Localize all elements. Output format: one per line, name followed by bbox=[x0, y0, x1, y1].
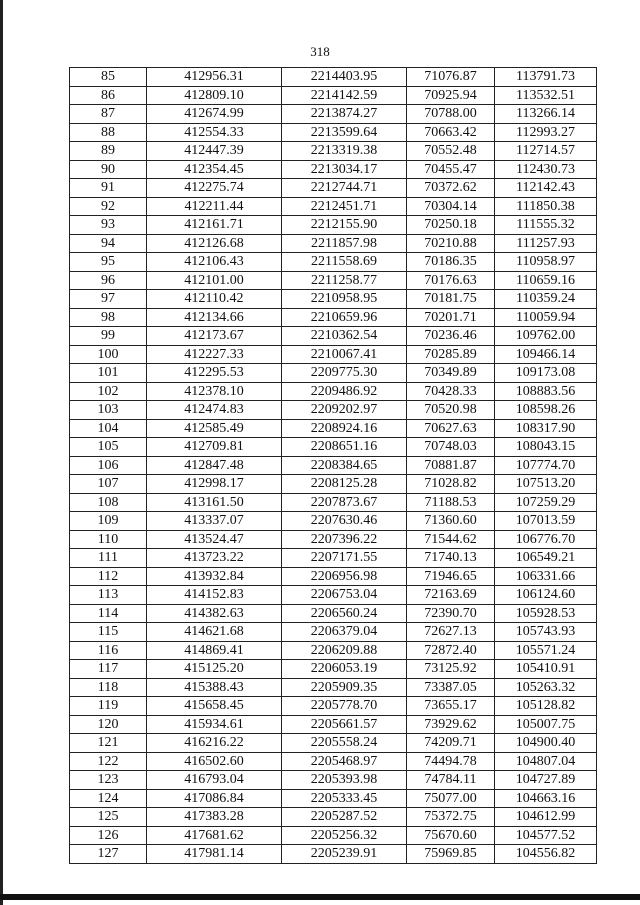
point-id-cell: 115 bbox=[70, 623, 147, 642]
value-c-cell: 73655.17 bbox=[407, 697, 495, 716]
value-d-cell: 106331.66 bbox=[495, 567, 597, 586]
table-row bbox=[70, 345, 597, 364]
value-a-cell: 413337.07 bbox=[147, 512, 282, 531]
value-c-cell: 70250.18 bbox=[407, 216, 495, 235]
value-d-cell: 108317.90 bbox=[495, 419, 597, 438]
value-d-cell: 106776.70 bbox=[495, 530, 597, 549]
table-row bbox=[70, 271, 597, 290]
value-c-cell: 71028.82 bbox=[407, 475, 495, 494]
value-c-cell: 73387.05 bbox=[407, 678, 495, 697]
point-id-cell: 124 bbox=[70, 789, 147, 808]
value-a-cell: 412295.53 bbox=[147, 364, 282, 383]
scan-edge bbox=[0, 0, 3, 905]
value-d-cell: 109173.08 bbox=[495, 364, 597, 383]
value-a-cell: 413524.47 bbox=[147, 530, 282, 549]
table-row bbox=[70, 604, 597, 623]
value-d-cell: 108598.26 bbox=[495, 401, 597, 420]
value-b-cell: 2205661.57 bbox=[282, 715, 407, 734]
value-a-cell: 412173.67 bbox=[147, 327, 282, 346]
value-c-cell: 75372.75 bbox=[407, 808, 495, 827]
table-row bbox=[70, 308, 597, 327]
table-row bbox=[70, 808, 597, 827]
point-id-cell: 105 bbox=[70, 438, 147, 457]
value-a-cell: 413932.84 bbox=[147, 567, 282, 586]
point-id-cell: 100 bbox=[70, 345, 147, 364]
value-b-cell: 2205239.91 bbox=[282, 845, 407, 864]
value-d-cell: 105571.24 bbox=[495, 641, 597, 660]
value-b-cell: 2205558.24 bbox=[282, 734, 407, 753]
value-a-cell: 416216.22 bbox=[147, 734, 282, 753]
value-d-cell: 108043.15 bbox=[495, 438, 597, 457]
point-id-cell: 125 bbox=[70, 808, 147, 827]
value-d-cell: 111850.38 bbox=[495, 197, 597, 216]
value-d-cell: 112430.73 bbox=[495, 160, 597, 179]
value-d-cell: 110659.16 bbox=[495, 271, 597, 290]
value-b-cell: 2206753.04 bbox=[282, 586, 407, 605]
table-row bbox=[70, 752, 597, 771]
value-c-cell: 74209.71 bbox=[407, 734, 495, 753]
value-b-cell: 2212451.71 bbox=[282, 197, 407, 216]
value-d-cell: 109762.00 bbox=[495, 327, 597, 346]
value-a-cell: 415934.61 bbox=[147, 715, 282, 734]
value-a-cell: 412211.44 bbox=[147, 197, 282, 216]
point-id-cell: 95 bbox=[70, 253, 147, 272]
table-row bbox=[70, 234, 597, 253]
table-row bbox=[70, 771, 597, 790]
table-row bbox=[70, 290, 597, 309]
value-d-cell: 109466.14 bbox=[495, 345, 597, 364]
value-c-cell: 70186.35 bbox=[407, 253, 495, 272]
table-row bbox=[70, 660, 597, 679]
value-b-cell: 2205909.35 bbox=[282, 678, 407, 697]
value-c-cell: 70788.00 bbox=[407, 105, 495, 124]
table-row bbox=[70, 734, 597, 753]
point-id-cell: 113 bbox=[70, 586, 147, 605]
table-row bbox=[70, 549, 597, 568]
point-id-cell: 91 bbox=[70, 179, 147, 198]
value-b-cell: 2212744.71 bbox=[282, 179, 407, 198]
value-b-cell: 2210067.41 bbox=[282, 345, 407, 364]
point-id-cell: 107 bbox=[70, 475, 147, 494]
point-id-cell: 106 bbox=[70, 456, 147, 475]
value-d-cell: 104900.40 bbox=[495, 734, 597, 753]
value-c-cell: 71740.13 bbox=[407, 549, 495, 568]
point-id-cell: 112 bbox=[70, 567, 147, 586]
value-d-cell: 104807.04 bbox=[495, 752, 597, 771]
point-id-cell: 99 bbox=[70, 327, 147, 346]
value-d-cell: 107259.29 bbox=[495, 493, 597, 512]
value-b-cell: 2213034.17 bbox=[282, 160, 407, 179]
value-c-cell: 70881.87 bbox=[407, 456, 495, 475]
value-c-cell: 70236.46 bbox=[407, 327, 495, 346]
value-d-cell: 105410.91 bbox=[495, 660, 597, 679]
value-d-cell: 104727.89 bbox=[495, 771, 597, 790]
value-b-cell: 2207630.46 bbox=[282, 512, 407, 531]
value-c-cell: 74494.78 bbox=[407, 752, 495, 771]
value-d-cell: 105007.75 bbox=[495, 715, 597, 734]
value-b-cell: 2206956.98 bbox=[282, 567, 407, 586]
value-b-cell: 2207873.67 bbox=[282, 493, 407, 512]
value-a-cell: 416502.60 bbox=[147, 752, 282, 771]
value-d-cell: 110359.24 bbox=[495, 290, 597, 309]
value-b-cell: 2206209.88 bbox=[282, 641, 407, 660]
value-b-cell: 2205393.98 bbox=[282, 771, 407, 790]
value-c-cell: 75969.85 bbox=[407, 845, 495, 864]
value-d-cell: 104577.52 bbox=[495, 826, 597, 845]
value-b-cell: 2208651.16 bbox=[282, 438, 407, 457]
point-id-cell: 126 bbox=[70, 826, 147, 845]
value-a-cell: 414621.68 bbox=[147, 623, 282, 642]
value-b-cell: 2210362.54 bbox=[282, 327, 407, 346]
value-b-cell: 2205256.32 bbox=[282, 826, 407, 845]
value-b-cell: 2206560.24 bbox=[282, 604, 407, 623]
value-c-cell: 70455.47 bbox=[407, 160, 495, 179]
table-row bbox=[70, 419, 597, 438]
point-id-cell: 97 bbox=[70, 290, 147, 309]
table-row bbox=[70, 697, 597, 716]
value-b-cell: 2205287.52 bbox=[282, 808, 407, 827]
table-row bbox=[70, 623, 597, 642]
value-c-cell: 71188.53 bbox=[407, 493, 495, 512]
value-d-cell: 105128.82 bbox=[495, 697, 597, 716]
value-a-cell: 417086.84 bbox=[147, 789, 282, 808]
value-b-cell: 2206053.19 bbox=[282, 660, 407, 679]
value-d-cell: 104663.16 bbox=[495, 789, 597, 808]
table-row bbox=[70, 123, 597, 142]
value-d-cell: 112993.27 bbox=[495, 123, 597, 142]
value-b-cell: 2207396.22 bbox=[282, 530, 407, 549]
point-id-cell: 96 bbox=[70, 271, 147, 290]
value-d-cell: 113791.73 bbox=[495, 68, 597, 87]
value-c-cell: 70552.48 bbox=[407, 142, 495, 161]
value-b-cell: 2214142.59 bbox=[282, 86, 407, 105]
value-c-cell: 73125.92 bbox=[407, 660, 495, 679]
value-c-cell: 70201.71 bbox=[407, 308, 495, 327]
value-b-cell: 2209486.92 bbox=[282, 382, 407, 401]
value-b-cell: 2213319.38 bbox=[282, 142, 407, 161]
point-id-cell: 108 bbox=[70, 493, 147, 512]
table-row bbox=[70, 512, 597, 531]
value-d-cell: 111555.32 bbox=[495, 216, 597, 235]
point-id-cell: 101 bbox=[70, 364, 147, 383]
value-b-cell: 2210659.96 bbox=[282, 308, 407, 327]
value-b-cell: 2206379.04 bbox=[282, 623, 407, 642]
value-c-cell: 70748.03 bbox=[407, 438, 495, 457]
table-row bbox=[70, 197, 597, 216]
point-id-cell: 127 bbox=[70, 845, 147, 864]
point-id-cell: 121 bbox=[70, 734, 147, 753]
value-b-cell: 2209202.97 bbox=[282, 401, 407, 420]
value-c-cell: 70627.63 bbox=[407, 419, 495, 438]
value-c-cell: 72872.40 bbox=[407, 641, 495, 660]
point-id-cell: 103 bbox=[70, 401, 147, 420]
table-row bbox=[70, 179, 597, 198]
value-b-cell: 2208384.65 bbox=[282, 456, 407, 475]
point-id-cell: 116 bbox=[70, 641, 147, 660]
value-c-cell: 70372.62 bbox=[407, 179, 495, 198]
value-b-cell: 2208924.16 bbox=[282, 419, 407, 438]
value-b-cell: 2214403.95 bbox=[282, 68, 407, 87]
value-a-cell: 412554.33 bbox=[147, 123, 282, 142]
point-id-cell: 93 bbox=[70, 216, 147, 235]
table-row bbox=[70, 826, 597, 845]
table-row bbox=[70, 401, 597, 420]
value-a-cell: 412227.33 bbox=[147, 345, 282, 364]
value-a-cell: 412110.42 bbox=[147, 290, 282, 309]
value-a-cell: 415388.43 bbox=[147, 678, 282, 697]
value-a-cell: 412161.71 bbox=[147, 216, 282, 235]
value-a-cell: 412998.17 bbox=[147, 475, 282, 494]
value-a-cell: 412847.48 bbox=[147, 456, 282, 475]
value-a-cell: 412378.10 bbox=[147, 382, 282, 401]
value-d-cell: 106549.21 bbox=[495, 549, 597, 568]
table-row bbox=[70, 382, 597, 401]
value-b-cell: 2209775.30 bbox=[282, 364, 407, 383]
point-id-cell: 122 bbox=[70, 752, 147, 771]
value-c-cell: 70176.63 bbox=[407, 271, 495, 290]
point-id-cell: 109 bbox=[70, 512, 147, 531]
value-c-cell: 70210.88 bbox=[407, 234, 495, 253]
point-id-cell: 89 bbox=[70, 142, 147, 161]
point-id-cell: 120 bbox=[70, 715, 147, 734]
point-id-cell: 90 bbox=[70, 160, 147, 179]
value-b-cell: 2208125.28 bbox=[282, 475, 407, 494]
value-d-cell: 104556.82 bbox=[495, 845, 597, 864]
value-c-cell: 75077.00 bbox=[407, 789, 495, 808]
table-row bbox=[70, 586, 597, 605]
value-c-cell: 70520.98 bbox=[407, 401, 495, 420]
value-a-cell: 415125.20 bbox=[147, 660, 282, 679]
value-b-cell: 2210958.95 bbox=[282, 290, 407, 309]
value-c-cell: 72390.70 bbox=[407, 604, 495, 623]
point-id-cell: 119 bbox=[70, 697, 147, 716]
table-row bbox=[70, 475, 597, 494]
value-c-cell: 70925.94 bbox=[407, 86, 495, 105]
table-row bbox=[70, 641, 597, 660]
value-d-cell: 105263.32 bbox=[495, 678, 597, 697]
point-id-cell: 102 bbox=[70, 382, 147, 401]
value-a-cell: 414152.83 bbox=[147, 586, 282, 605]
table-row bbox=[70, 216, 597, 235]
value-c-cell: 71544.62 bbox=[407, 530, 495, 549]
point-id-cell: 118 bbox=[70, 678, 147, 697]
value-a-cell: 417383.28 bbox=[147, 808, 282, 827]
value-b-cell: 2212155.90 bbox=[282, 216, 407, 235]
point-id-cell: 94 bbox=[70, 234, 147, 253]
value-d-cell: 105928.53 bbox=[495, 604, 597, 623]
value-c-cell: 71946.65 bbox=[407, 567, 495, 586]
point-id-cell: 110 bbox=[70, 530, 147, 549]
value-a-cell: 414382.63 bbox=[147, 604, 282, 623]
value-a-cell: 412126.68 bbox=[147, 234, 282, 253]
value-c-cell: 74784.11 bbox=[407, 771, 495, 790]
point-id-cell: 111 bbox=[70, 549, 147, 568]
value-a-cell: 412674.99 bbox=[147, 105, 282, 124]
value-a-cell: 412134.66 bbox=[147, 308, 282, 327]
point-id-cell: 98 bbox=[70, 308, 147, 327]
value-b-cell: 2213874.27 bbox=[282, 105, 407, 124]
value-d-cell: 105743.93 bbox=[495, 623, 597, 642]
value-a-cell: 412585.49 bbox=[147, 419, 282, 438]
table-row bbox=[70, 678, 597, 697]
value-a-cell: 417981.14 bbox=[147, 845, 282, 864]
value-c-cell: 70663.42 bbox=[407, 123, 495, 142]
table-row bbox=[70, 567, 597, 586]
value-b-cell: 2211857.98 bbox=[282, 234, 407, 253]
value-c-cell: 70181.75 bbox=[407, 290, 495, 309]
value-b-cell: 2211258.77 bbox=[282, 271, 407, 290]
value-a-cell: 415658.45 bbox=[147, 697, 282, 716]
table-row bbox=[70, 715, 597, 734]
table-row bbox=[70, 438, 597, 457]
value-b-cell: 2205333.45 bbox=[282, 789, 407, 808]
point-id-cell: 88 bbox=[70, 123, 147, 142]
value-b-cell: 2213599.64 bbox=[282, 123, 407, 142]
value-b-cell: 2207171.55 bbox=[282, 549, 407, 568]
value-c-cell: 71076.87 bbox=[407, 68, 495, 87]
value-a-cell: 412474.83 bbox=[147, 401, 282, 420]
coordinates-table bbox=[69, 67, 597, 864]
point-id-cell: 123 bbox=[70, 771, 147, 790]
table-row bbox=[70, 160, 597, 179]
table-row bbox=[70, 105, 597, 124]
point-id-cell: 117 bbox=[70, 660, 147, 679]
value-d-cell: 113532.51 bbox=[495, 86, 597, 105]
value-a-cell: 412956.31 bbox=[147, 68, 282, 87]
table-row bbox=[70, 253, 597, 272]
value-a-cell: 413161.50 bbox=[147, 493, 282, 512]
value-b-cell: 2205778.70 bbox=[282, 697, 407, 716]
value-a-cell: 417681.62 bbox=[147, 826, 282, 845]
point-id-cell: 92 bbox=[70, 197, 147, 216]
scan-bottom-border bbox=[0, 894, 640, 900]
value-c-cell: 70304.14 bbox=[407, 197, 495, 216]
value-c-cell: 70285.89 bbox=[407, 345, 495, 364]
value-d-cell: 107513.20 bbox=[495, 475, 597, 494]
value-b-cell: 2205468.97 bbox=[282, 752, 407, 771]
value-d-cell: 104612.99 bbox=[495, 808, 597, 827]
value-a-cell: 412447.39 bbox=[147, 142, 282, 161]
value-a-cell: 412275.74 bbox=[147, 179, 282, 198]
table-row bbox=[70, 86, 597, 105]
value-d-cell: 110958.97 bbox=[495, 253, 597, 272]
table-row bbox=[70, 456, 597, 475]
value-c-cell: 73929.62 bbox=[407, 715, 495, 734]
value-d-cell: 108883.56 bbox=[495, 382, 597, 401]
value-a-cell: 412106.43 bbox=[147, 253, 282, 272]
table-row bbox=[70, 142, 597, 161]
value-a-cell: 414869.41 bbox=[147, 641, 282, 660]
table-row bbox=[70, 845, 597, 864]
value-a-cell: 412709.81 bbox=[147, 438, 282, 457]
value-c-cell: 72627.13 bbox=[407, 623, 495, 642]
table-row bbox=[70, 327, 597, 346]
table-row bbox=[70, 68, 597, 87]
value-d-cell: 112142.43 bbox=[495, 179, 597, 198]
point-id-cell: 104 bbox=[70, 419, 147, 438]
value-d-cell: 111257.93 bbox=[495, 234, 597, 253]
point-id-cell: 85 bbox=[70, 68, 147, 87]
point-id-cell: 86 bbox=[70, 86, 147, 105]
value-a-cell: 416793.04 bbox=[147, 771, 282, 790]
value-d-cell: 113266.14 bbox=[495, 105, 597, 124]
page-number: 318 bbox=[310, 44, 330, 59]
value-d-cell: 106124.60 bbox=[495, 586, 597, 605]
value-a-cell: 412354.45 bbox=[147, 160, 282, 179]
table-row bbox=[70, 530, 597, 549]
table-row bbox=[70, 493, 597, 512]
value-d-cell: 107013.59 bbox=[495, 512, 597, 531]
table-row bbox=[70, 789, 597, 808]
value-c-cell: 75670.60 bbox=[407, 826, 495, 845]
table-body bbox=[70, 68, 597, 864]
value-c-cell: 70428.33 bbox=[407, 382, 495, 401]
value-c-cell: 72163.69 bbox=[407, 586, 495, 605]
value-c-cell: 71360.60 bbox=[407, 512, 495, 531]
point-id-cell: 114 bbox=[70, 604, 147, 623]
value-a-cell: 412809.10 bbox=[147, 86, 282, 105]
value-d-cell: 110059.94 bbox=[495, 308, 597, 327]
value-a-cell: 413723.22 bbox=[147, 549, 282, 568]
value-c-cell: 70349.89 bbox=[407, 364, 495, 383]
value-d-cell: 107774.70 bbox=[495, 456, 597, 475]
value-b-cell: 2211558.69 bbox=[282, 253, 407, 272]
value-a-cell: 412101.00 bbox=[147, 271, 282, 290]
table-row bbox=[70, 364, 597, 383]
point-id-cell: 87 bbox=[70, 105, 147, 124]
value-d-cell: 112714.57 bbox=[495, 142, 597, 161]
